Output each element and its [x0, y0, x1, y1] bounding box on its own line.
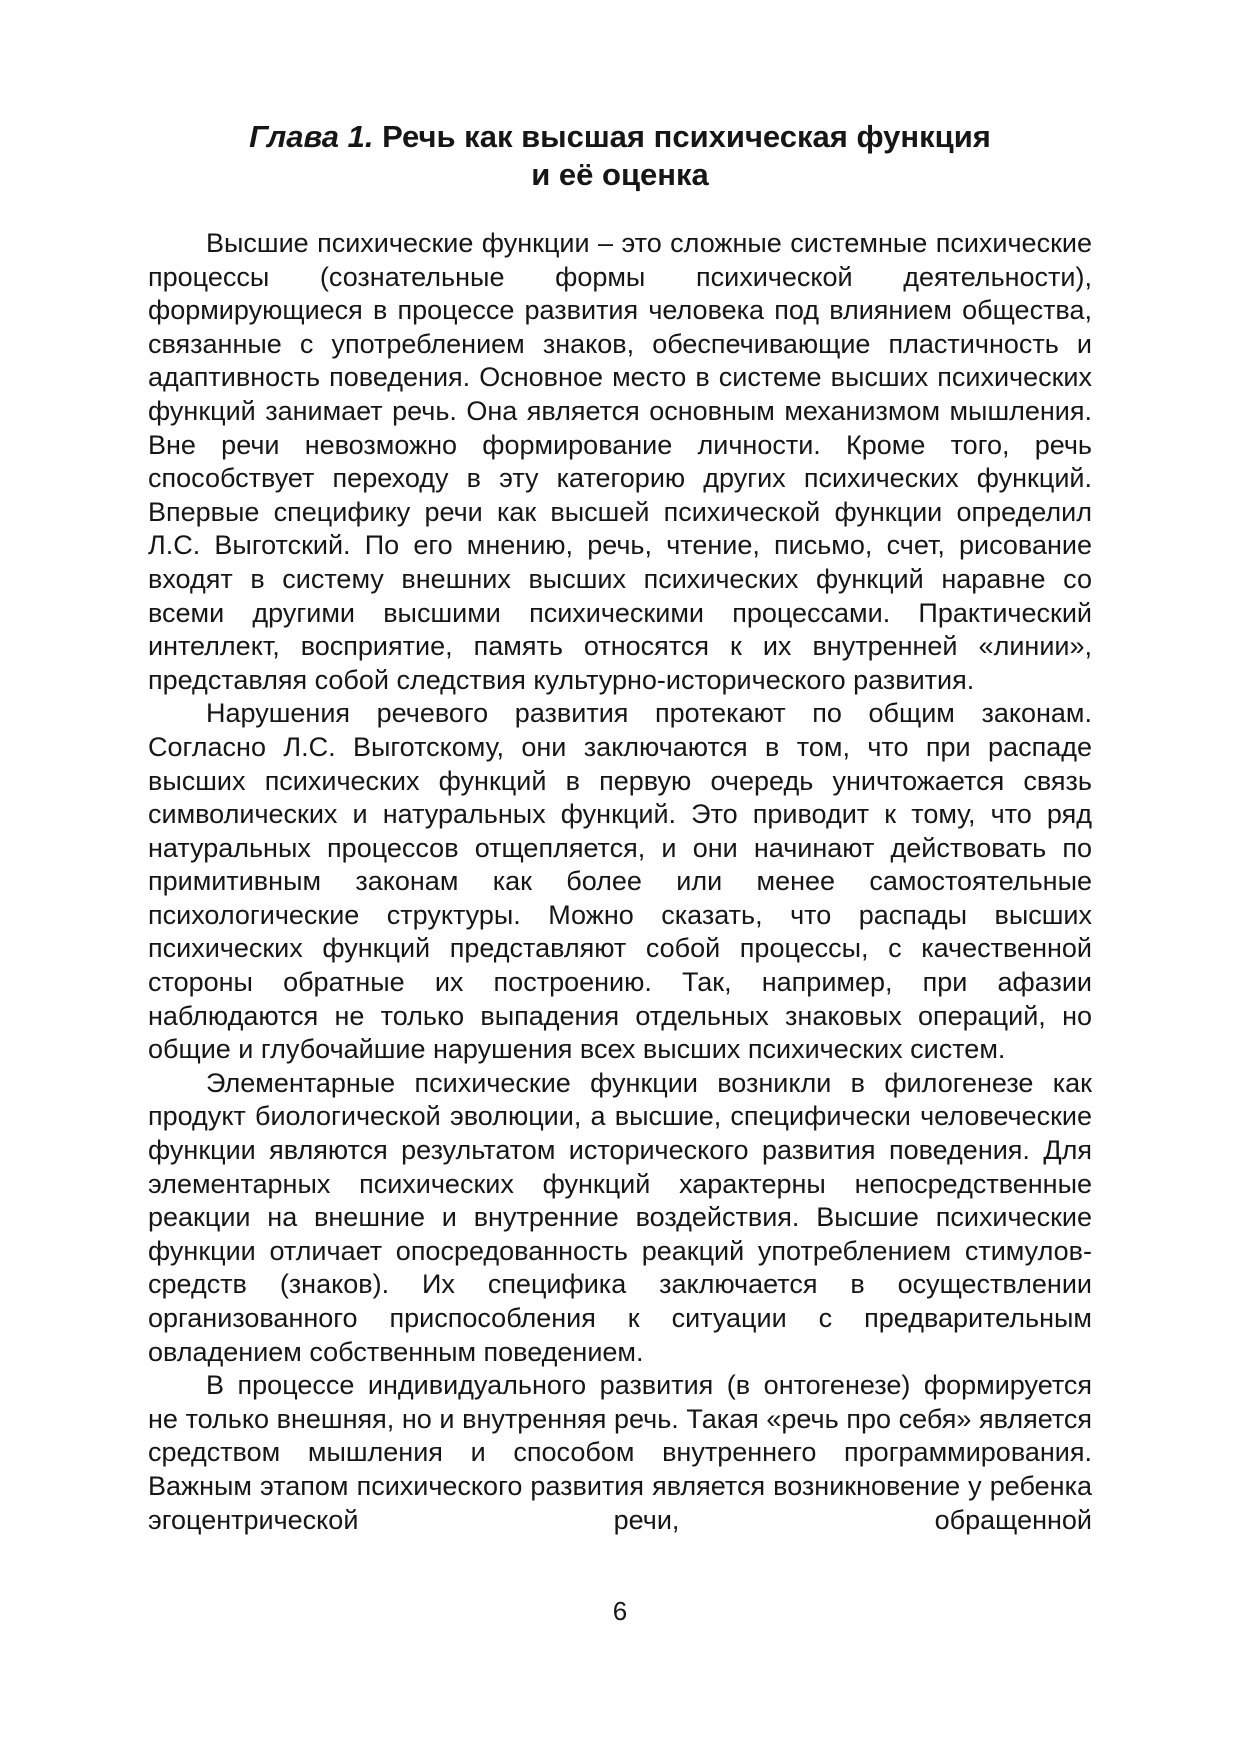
paragraph-3: Элементарные психические функции возникли в филогенезе как продукт биологической эволюции, а высшие, специфически человеческие функции являются результатом исторического развития поведения. Для элементарных психических функций характерны непосредственные реакции на внешние и внутренние воздействия. Высшие психические функции отличает опосредованность реакций употреблением стимулов-средств (знаков). Их специфика заключается в осуществлении организованного приспособления к ситуации с предварительным овладением собственным поведением.	[148, 1067, 1092, 1367]
body-text	[148, 227, 1092, 1537]
paragraph-2: Нарушения речевого развития протекают по общим законам. Согласно Л.С. Выготскому, они заключаются в том, что при распаде высших психических функций в первую очередь уничтожается связь символических и натуральных функций. Это приводит к тому, что ряд натуральных процессов отщепляется, и они начинают действовать по примитивным законам как более или менее самостоятельные психологические структуры. Можно сказать, что распады высших психических функций представляют собой процессы, с качественной стороны обратные их построению. Так, например, при афазии наблюдаются не только выпадения отдельных знаковых операций, но общие и глубочайшие нарушения всех высших психических систем.	[148, 698, 1092, 1065]
chapter-title-text: Речь как высшая психическая функция	[382, 119, 991, 154]
chapter-title-line2: и её оценка	[531, 157, 709, 192]
page-number: 6	[612, 1596, 628, 1626]
chapter-title	[148, 118, 1092, 194]
chapter-label: Глава 1.	[249, 119, 374, 154]
paragraph-4: В процессе индивидуального развития (в онтогенезе) формируется не только внешняя, но и внутренняя речь. Такая «речь про себя» является средством мышления и способом внутреннего программирования. Важным этапом психического развития является возникновение у ребенка эгоцентрической речи, обращенной	[148, 1370, 1092, 1535]
paragraph-1: Высшие психические функции – это сложные системные психические процессы (сознательные формы психической деятельности), формирующиеся в процессе развития человека под влиянием общества, связанные с употреблением знаков, обеспечивающие пластичность и адаптивность поведения. Основное место в системе высших психических функций занимает речь. Она является основным механизмом мышления. Вне речи невозможно формирование личности. Кроме того, речь способствует переходу в эту категорию других психических функций. Впервые специфику речи как высшей психической функции определил Л.С. Выготский. По его мнению, речь, чтение, письмо, счет, рисование входят в систему внешних высших психических функций наравне со всеми другими высшими психическими процессами. Практический интеллект, восприятие, память относятся к их внутренней «линии», представляя собой следствия культурно-исторического развития.	[148, 228, 1092, 695]
